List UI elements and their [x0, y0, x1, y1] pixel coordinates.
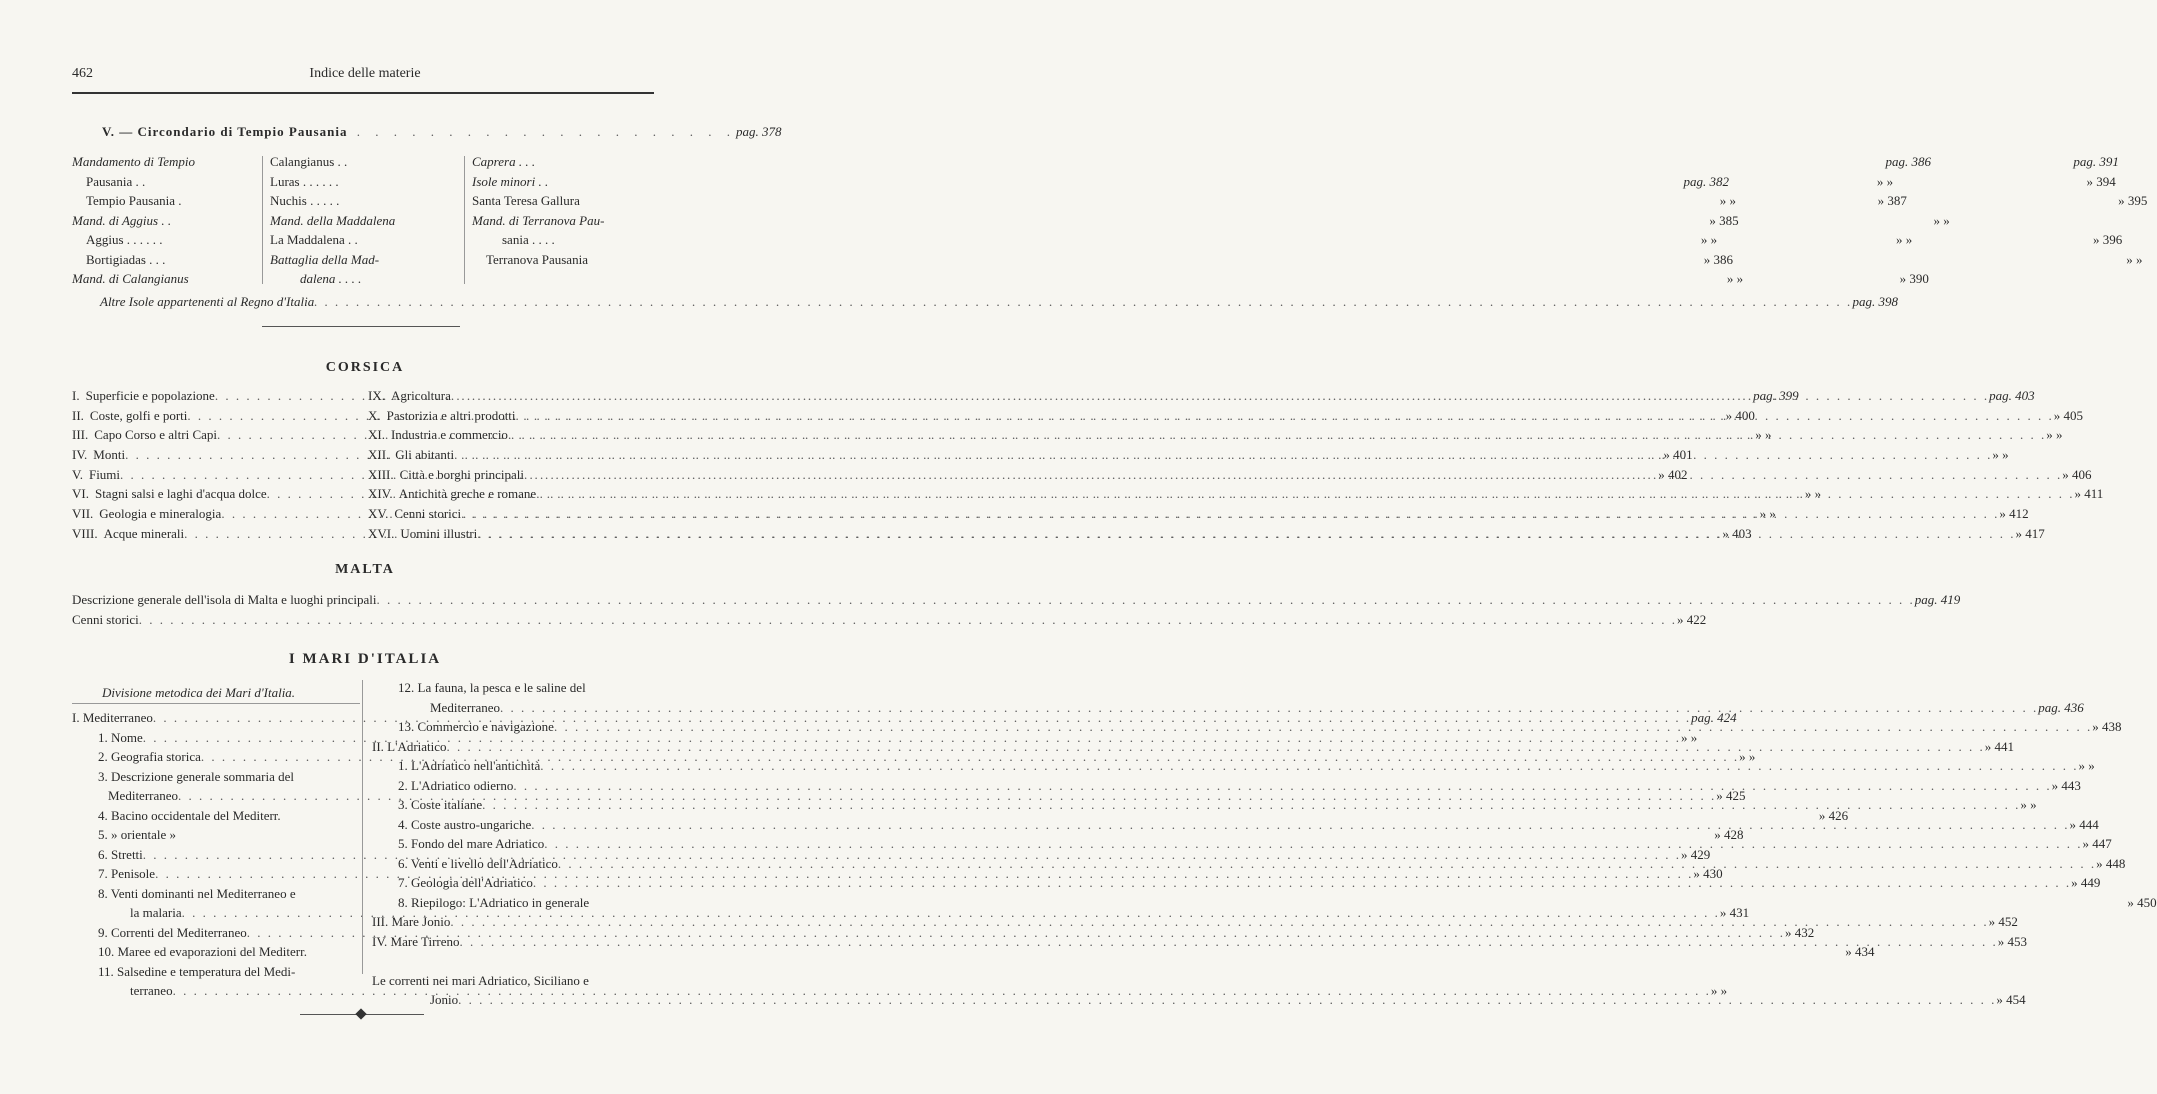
entry-text: III. Mare Jonio — [372, 914, 451, 929]
circondario-entry — [472, 271, 654, 291]
entry-page: » 406 — [2062, 466, 2092, 482]
entry-page: » 448 — [2096, 855, 2126, 871]
entry-page: pag. 386 — [1885, 154, 1932, 169]
entry-page: » 403 — [1722, 525, 1752, 541]
entry-page: » 402 — [1658, 466, 1688, 482]
entry-text: 7. Penisole — [98, 866, 156, 881]
entry-text: 4. Bacino occidentale del Mediterr. — [98, 807, 281, 823]
corsica-entry — [368, 486, 2104, 506]
entry-text: 1. L'Adriatico nell'antichità — [398, 758, 541, 773]
entry-text: Monti — [93, 447, 126, 463]
entry-text: 6. Stretti — [98, 846, 143, 862]
entry-text: IV. Mare Tirreno — [372, 933, 460, 949]
mari-entry — [372, 973, 654, 993]
entry-page: » 417 — [2015, 525, 2045, 541]
entry-text: Calangianus . . — [270, 154, 348, 169]
entry-text: Mand. di Aggius . . — [72, 212, 172, 228]
altre-isole-text: Altre Isole appartenenti al Regno d'Italia — [100, 294, 315, 309]
entry-page: » 395 — [2118, 193, 2148, 208]
entry-text: Industria e commercio — [390, 427, 508, 443]
malta-entry — [72, 592, 1961, 612]
entry-page: » 454 — [1996, 992, 2026, 1007]
entry-number: II. — [72, 407, 84, 423]
entry-text: Antichità greche e romane — [398, 486, 537, 502]
entry-text: 1. Nome — [98, 729, 143, 745]
entry-number: XI. — [368, 427, 385, 443]
entry-page: » 453 — [1997, 933, 2028, 949]
entry-page: » » — [1755, 427, 1772, 443]
entry-text: 7. Geologia dell'Adriatico — [398, 875, 533, 890]
mari-heading: I MARI D'ITALIA — [288, 651, 442, 667]
entry-text: Superficie e popolazione — [85, 388, 215, 403]
entry-text: I. Mediterraneo — [72, 710, 153, 725]
entry-page: » » — [2046, 427, 2063, 443]
mari-entry — [372, 680, 654, 700]
entry-text: Mand. di Terranova Pau- — [472, 212, 605, 228]
entry-number: V. — [72, 466, 83, 482]
entry-page: » 411 — [2074, 486, 2104, 502]
entry-page: » 443 — [2051, 777, 2081, 793]
entry-page: » 447 — [2082, 836, 2112, 851]
corsica-entry — [368, 427, 2063, 447]
entry-page: pag. 419 — [1914, 592, 1961, 607]
entry-page: » » — [1992, 447, 2009, 463]
entry-page: » 426 — [1818, 807, 1849, 823]
entry-page: » 412 — [1999, 506, 2029, 522]
entry-page: » » — [1895, 232, 1913, 247]
entry-text: Descrizione generale dell'isola di Malta e luoghi principali — [72, 592, 377, 607]
malta-entry — [72, 611, 1707, 632]
entry-text: Mand. della Maddalena — [270, 212, 396, 228]
entry-number: VIII. — [72, 525, 98, 541]
entry-page: » » — [1876, 173, 1894, 189]
entry-page: » » — [1726, 271, 1744, 286]
entry-text: 6. Venti e livello dell'Adriatico — [398, 855, 558, 871]
entry-number: IX. — [368, 388, 385, 403]
entry-text: 13. Commercio e navigazione — [398, 719, 554, 734]
entry-number: X. — [368, 407, 381, 423]
entry-page: » 438 — [2092, 719, 2122, 734]
entry-text: 3. Coste italiane — [398, 797, 483, 812]
entry-page: » » — [1719, 193, 1736, 208]
entry-number: VI. — [72, 486, 89, 502]
entry-page: » 431 — [1719, 905, 1750, 920]
entry-number: III. — [72, 427, 89, 443]
entry-text: Tempio Pausania . — [86, 193, 182, 208]
entry-text: dalena . . . . — [300, 271, 362, 286]
malta-list — [72, 592, 1961, 631]
entry-page: » 444 — [2069, 816, 2099, 832]
entry-text: 9. Correnti del Mediterraneo — [98, 924, 247, 940]
entry-page: » 434 — [1845, 944, 1875, 959]
entry-page: » 394 — [2086, 173, 2116, 189]
corsica-heading: CORSICA — [325, 360, 405, 375]
entry-page: » 390 — [1899, 271, 1929, 286]
entry-number: XIV. — [368, 486, 393, 502]
mari-entry — [72, 944, 1875, 964]
circondario-entry — [472, 232, 2123, 252]
running-title: Indice delle materie — [309, 66, 421, 81]
entry-text: sania . . . . — [502, 232, 555, 247]
subtitle-rule — [72, 703, 360, 704]
circondario-entry — [72, 154, 256, 174]
entry-page: » 422 — [1677, 611, 1707, 627]
circondario-title: V. — Circondario di Tempio Pausania — [102, 124, 348, 139]
entry-page: » 405 — [2053, 407, 2084, 423]
entry-text: 10. Maree ed evaporazioni del Mediterr. — [98, 944, 307, 959]
entry-text: 2. L'Adriatico odierno — [398, 777, 514, 793]
circondario-heading: V. — Circondario di Tempio Pausania . . . . . . . . . . . . . . . . . . . . . pag. 378 — [102, 124, 782, 139]
entry-page: » » — [1739, 749, 1756, 764]
entry-page: » » — [2078, 758, 2095, 773]
entry-text: Capo Corso e altri Capi — [94, 427, 218, 443]
entry-page: pag. 436 — [2038, 699, 2084, 715]
entry-text: Santa Teresa Gallura — [472, 193, 580, 208]
entry-text: Stagni salsi e laghi d'acqua dolce — [94, 486, 267, 502]
entry-text: 5. » orientale » — [98, 827, 176, 842]
diamond-ornament-icon — [355, 1008, 366, 1019]
column-divider — [362, 680, 363, 974]
entry-page: » » — [1681, 729, 1698, 745]
entry-text: La Maddalena . . — [270, 232, 358, 247]
entry-text: la malaria — [130, 905, 182, 920]
entry-text: Mand. di Calangianus — [72, 271, 189, 286]
entry-text: Terranova Pausania — [486, 251, 588, 267]
entry-page: » 432 — [1784, 924, 1815, 940]
mari-subtitle: Divisione metodica dei Mari d'Italia. — [102, 685, 296, 700]
entry-page: » » — [2020, 797, 2037, 812]
circondario-entry — [270, 271, 1929, 291]
altre-isole-page: pag. 398 — [1852, 294, 1898, 309]
entry-page: » » — [2126, 251, 2143, 267]
entry-page: pag. 382 — [1683, 173, 1729, 189]
entry-page: » 385 — [1709, 212, 1739, 228]
entry-page: » 450 — [2127, 894, 2157, 910]
mari-entry — [372, 953, 654, 973]
entry-page: pag. 399 — [1753, 388, 1799, 403]
entry-page: pag. 391 — [2073, 154, 2119, 169]
circondario-entry — [270, 252, 458, 272]
entry-text: II. L'Adriatico — [372, 738, 447, 754]
entry-text: Pausania . . — [86, 173, 146, 189]
entry-page: » » — [1700, 232, 1718, 247]
entry-page: » 452 — [1988, 914, 2018, 929]
header-rule — [72, 92, 654, 94]
entry-text: Caprera . . . — [472, 154, 536, 169]
entry-text: Agricoltura — [390, 388, 451, 403]
mari-entry — [372, 719, 2122, 739]
entry-text: Le correnti nei mari Adriatico, Siciliano e — [372, 972, 589, 988]
entry-page: » 401 — [1663, 447, 1693, 463]
circondario-entry — [472, 213, 654, 233]
entry-number: VII. — [72, 506, 94, 522]
mari-entry — [72, 886, 356, 906]
entry-text: Mediterraneo — [430, 699, 501, 715]
circondario-page: pag. 378 — [735, 124, 782, 139]
entry-page: pag. 403 — [1989, 388, 2035, 403]
entry-text: Gli abitanti — [395, 447, 455, 463]
page-number: 462 — [72, 66, 93, 81]
entry-text: terraneo — [130, 983, 173, 998]
entry-text: Pastorizia e altri prodotti — [386, 407, 516, 423]
entry-page: » 429 — [1681, 846, 1711, 862]
entry-text: 11. Salsedine e temperatura del Medi- — [98, 963, 296, 979]
entry-text: Jonio — [430, 992, 459, 1007]
entry-text: Uomini illustri — [400, 525, 478, 541]
entry-text: Battaglia della Mad- — [270, 251, 380, 267]
entry-text: Bortigiadas . . . — [86, 251, 166, 267]
entry-text: Aggius . . . . . . — [86, 232, 163, 247]
entry-text: Geologia e mineralogia — [99, 506, 222, 522]
entry-number: I. — [72, 388, 80, 403]
entry-text: Città e borghi principali — [399, 466, 524, 482]
entry-number: XV. — [368, 506, 389, 522]
entry-page: » 449 — [2071, 875, 2101, 890]
entry-page: » 400 — [1725, 407, 1755, 423]
entry-text: Coste, golfi e porti — [89, 407, 188, 423]
entry-text: 5. Fondo del mare Adriatico — [398, 836, 545, 851]
entry-number: XVI. — [368, 525, 395, 541]
altre-isole-line — [100, 294, 1898, 310]
entry-page: » 386 — [1703, 251, 1733, 267]
entry-number: IV. — [72, 447, 88, 463]
entry-number: XIII. — [368, 466, 394, 482]
entry-page: » 430 — [1693, 866, 1723, 881]
entry-page: » » — [1710, 983, 1728, 998]
entry-page: » » — [1759, 506, 1776, 522]
entry-text: Mediterraneo — [108, 788, 179, 803]
entry-text: Acque minerali — [103, 525, 185, 541]
entry-page: » 428 — [1714, 827, 1744, 842]
entry-page: » 396 — [2092, 232, 2123, 247]
entry-text: Cenni storici — [394, 506, 462, 522]
column-divider — [262, 156, 263, 284]
entry-text: 3. Descrizione generale sommaria del — [98, 768, 294, 784]
entry-page: » 425 — [1716, 788, 1746, 803]
entry-text: Cenni storici — [72, 611, 139, 627]
entry-page: » » — [1933, 212, 1950, 228]
entry-text: 2. Geografia storica — [98, 749, 201, 764]
entry-text: Isole minori . . — [472, 173, 549, 189]
entry-text: Fiumi — [88, 466, 121, 482]
mari-entry — [372, 738, 2015, 759]
entry-page: pag. 424 — [1691, 710, 1737, 725]
mari-entry — [372, 992, 2026, 1012]
entry-text: 8. Venti dominanti nel Mediterraneo e — [98, 885, 296, 901]
malta-heading: MALTA — [335, 562, 395, 577]
entry-page: » 387 — [1877, 193, 1907, 208]
entry-text: 12. La fauna, la pesca e le saline del — [398, 680, 586, 695]
entry-text: Mandamento di Tempio — [72, 154, 196, 169]
entry-number: XII. — [368, 447, 390, 463]
mari-entry — [72, 964, 356, 984]
section-rule — [262, 326, 460, 327]
corsica-entry — [368, 506, 2029, 526]
mari-entry — [72, 769, 356, 789]
entry-text: 8. Riepilogo: L'Adriatico in generale — [398, 894, 590, 910]
column-divider — [464, 156, 465, 284]
entry-text: Nuchis . . . . . — [270, 193, 340, 208]
entry-page: » » — [1804, 486, 1822, 502]
mari-entry — [372, 758, 2095, 778]
entry-page: » 441 — [1984, 738, 2015, 754]
mari-entry — [372, 875, 2101, 895]
entry-text: Luras . . . . . . — [270, 173, 339, 189]
entry-text: 4. Coste austro-ungariche — [398, 816, 532, 832]
